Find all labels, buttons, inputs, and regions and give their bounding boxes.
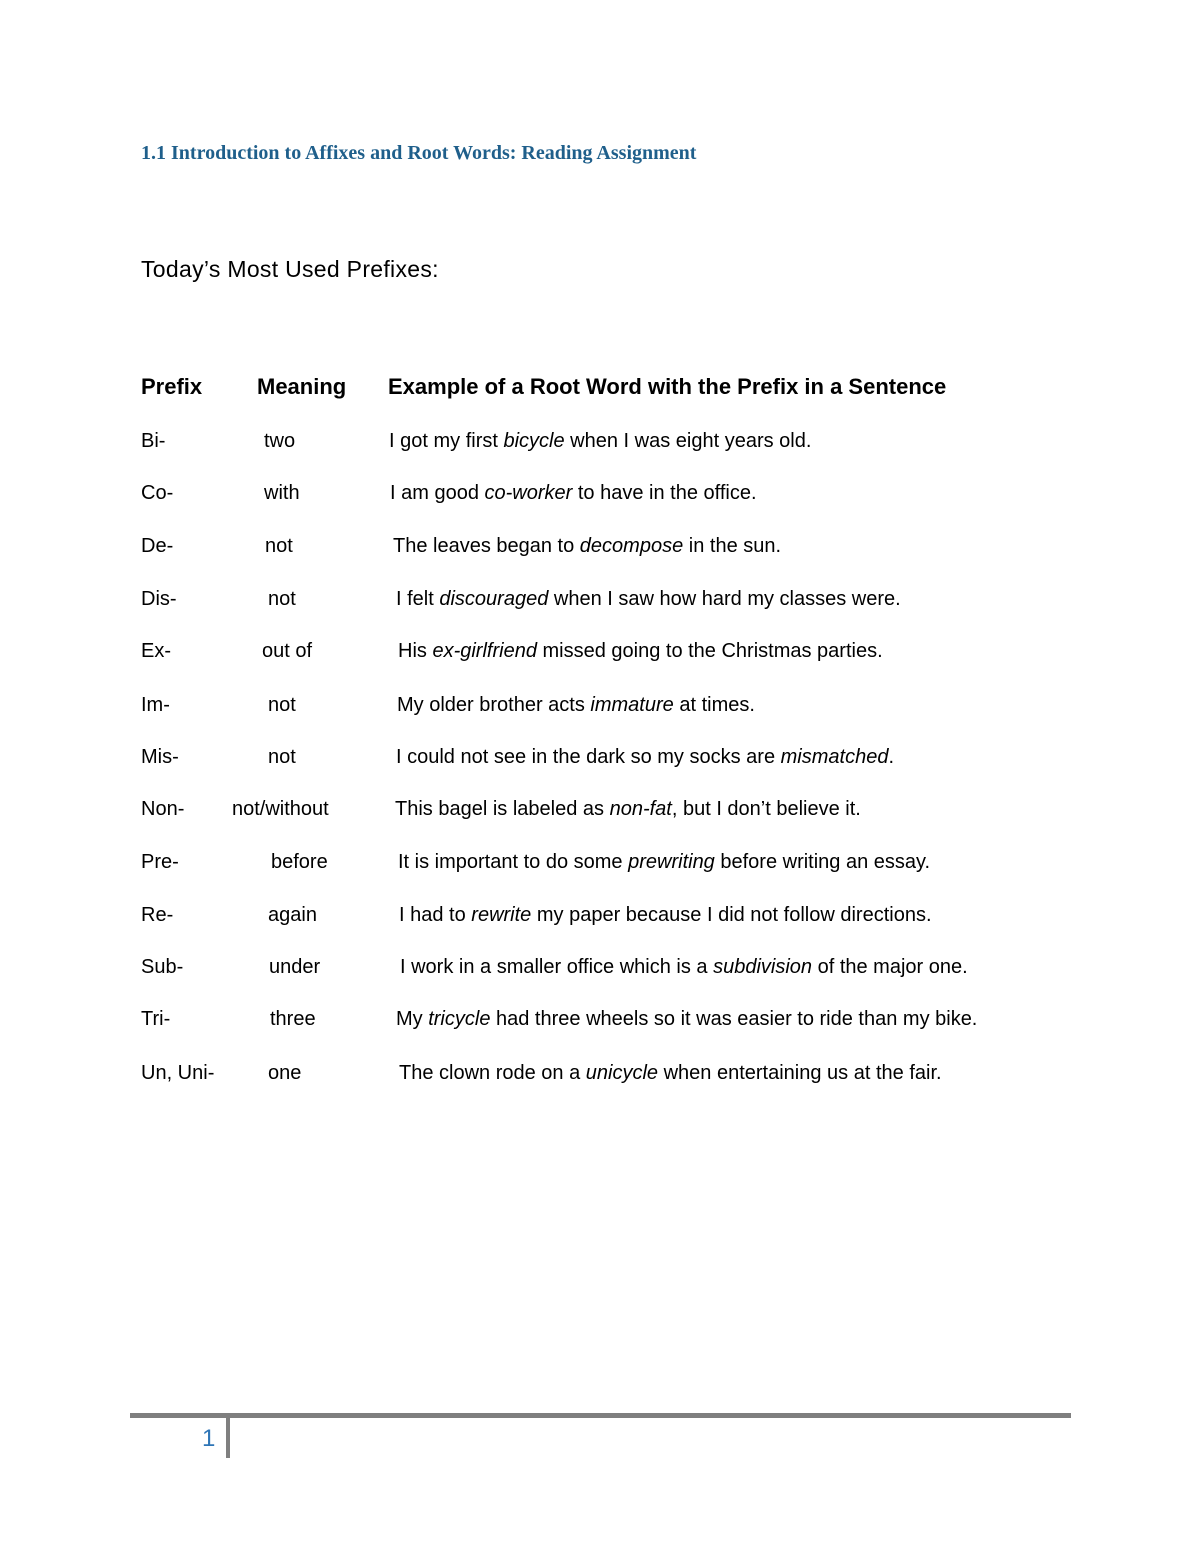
root-word: bicycle <box>503 430 565 452</box>
meaning-cell: out of <box>262 640 313 662</box>
table-row <box>0 430 1200 460</box>
table-row <box>0 956 1200 986</box>
example-cell: I got my first bicycle when I was eight years old. <box>389 430 812 452</box>
prefix-cell: De- <box>141 535 174 557</box>
header-prefix: Prefix <box>141 374 203 399</box>
root-word: discouraged <box>439 588 549 610</box>
prefix-cell: Dis- <box>141 588 177 610</box>
prefix-cell: Sub- <box>141 956 184 978</box>
example-cell: My older brother acts immature at times. <box>397 694 755 716</box>
meaning-cell: three <box>270 1008 316 1030</box>
table-row <box>0 588 1200 618</box>
example-cell: The leaves began to decompose in the sun. <box>393 535 782 557</box>
example-cell: It is important to do some prewriting before writing an essay. <box>398 851 931 873</box>
meaning-cell: before <box>271 851 328 873</box>
document-title: 1.1 Introduction to Affixes and Root Words: Reading Assignment <box>141 142 697 164</box>
example-cell: I work in a smaller office which is a subdivision of the major one. <box>400 956 968 978</box>
root-word: immature <box>590 694 674 716</box>
example-cell: I could not see in the dark so my socks are mismatched. <box>396 746 895 768</box>
root-word: unicycle <box>585 1062 659 1084</box>
root-word: rewrite <box>471 904 532 926</box>
page-number: 1 <box>202 1425 216 1452</box>
prefix-cell: Re- <box>141 904 174 926</box>
example-cell: This bagel is labeled as non-fat, but I don’t believe it. <box>395 798 861 820</box>
prefix-cell: Ex- <box>141 640 171 662</box>
prefix-cell: Bi- <box>141 430 166 452</box>
root-word: prewriting <box>628 851 715 873</box>
example-cell: My tricycle had three wheels so it was easier to ride than my bike. <box>396 1008 978 1030</box>
table-row <box>0 1008 1200 1038</box>
meaning-cell: with <box>264 482 300 504</box>
root-word: co-worker <box>484 482 573 504</box>
table-row <box>0 694 1200 724</box>
root-word: subdivision <box>713 956 813 978</box>
header-example: Example of a Root Word with the Prefix in a Sentence <box>388 374 947 399</box>
prefix-cell: Un, Uni- <box>141 1062 215 1084</box>
prefix-cell: Im- <box>141 694 170 716</box>
meaning-cell: under <box>269 956 321 978</box>
table-row <box>0 535 1200 565</box>
meaning-cell: not <box>268 694 296 716</box>
header-meaning: Meaning <box>257 374 347 399</box>
table-row <box>0 640 1200 670</box>
prefix-cell: Mis- <box>141 746 179 768</box>
meaning-cell: not <box>268 746 296 768</box>
table-row <box>0 798 1200 828</box>
prefix-cell: Co- <box>141 482 174 504</box>
example-cell: The clown rode on a unicycle when entertaining us at the fair. <box>399 1062 942 1084</box>
root-word: ex-girlfriend <box>432 640 537 662</box>
table-row <box>0 851 1200 881</box>
example-cell: I had to rewrite my paper because I did not follow directions. <box>399 904 932 926</box>
meaning-cell: not/without <box>232 798 329 820</box>
root-word: non-fat <box>609 798 672 820</box>
example-cell: His ex-girlfriend missed going to the Christmas parties. <box>398 640 883 662</box>
example-cell: I felt discouraged when I saw how hard my classes were. <box>396 588 901 610</box>
prefix-cell: Pre- <box>141 851 179 873</box>
meaning-cell: again <box>268 904 317 926</box>
root-word: decompose <box>579 535 684 557</box>
footer-divider <box>226 1413 230 1458</box>
meaning-cell: not <box>265 535 293 557</box>
meaning-cell: not <box>268 588 296 610</box>
meaning-cell: one <box>268 1062 302 1084</box>
meaning-cell: two <box>264 430 296 452</box>
table-row <box>0 1062 1200 1092</box>
prefix-cell: Non- <box>141 798 185 820</box>
example-cell: I am good co-worker to have in the office. <box>390 482 757 504</box>
table-row <box>0 746 1200 776</box>
footer-rule <box>130 1413 1071 1418</box>
table-row <box>0 482 1200 512</box>
prefix-cell: Tri- <box>141 1008 171 1030</box>
section-heading: Today’s Most Used Prefixes: <box>141 256 439 282</box>
root-word: mismatched <box>780 746 889 768</box>
table-row <box>0 904 1200 934</box>
root-word: tricycle <box>428 1008 491 1030</box>
